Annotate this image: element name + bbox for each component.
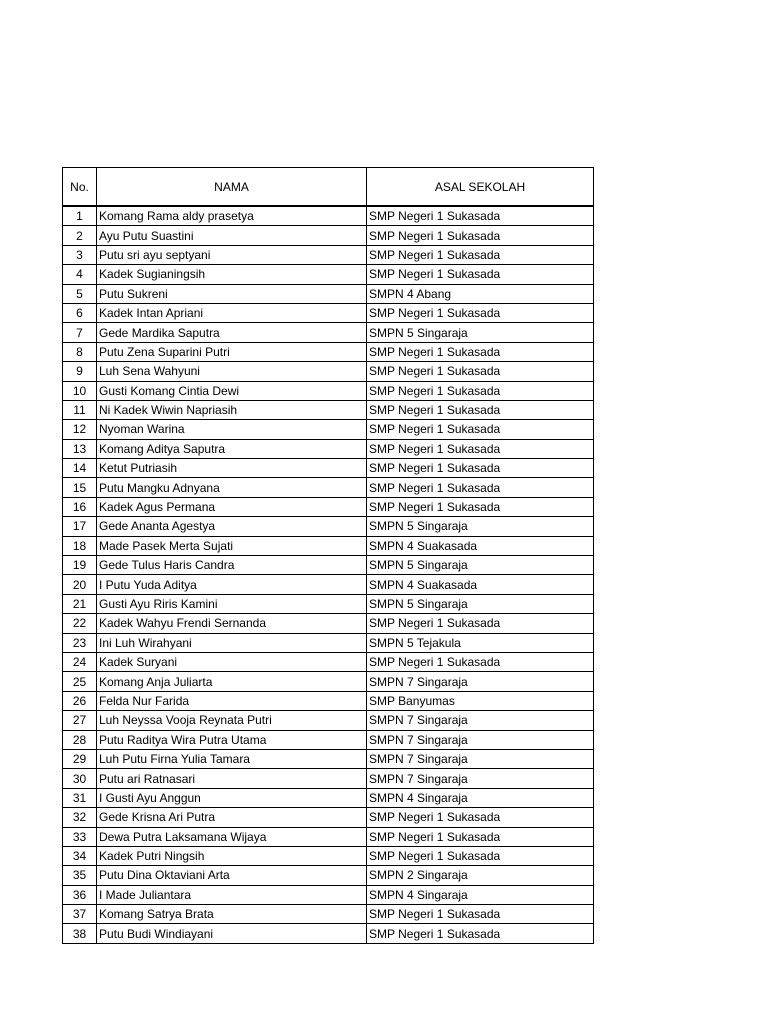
student-name: Dewa Putra Laksamana Wijaya bbox=[97, 827, 367, 846]
row-number: 2 bbox=[63, 226, 97, 245]
school-name: SMPN 2 Singaraja bbox=[367, 866, 594, 885]
student-name: Putu Sukreni bbox=[97, 284, 367, 303]
table-row bbox=[63, 303, 594, 322]
student-name: Gede Tulus Haris Candra bbox=[97, 556, 367, 575]
student-name: I Gusti Ayu Anggun bbox=[97, 788, 367, 807]
table-row bbox=[63, 594, 594, 613]
table-row bbox=[63, 284, 594, 303]
table-row bbox=[63, 517, 594, 536]
student-name: Gede Ananta Agestya bbox=[97, 517, 367, 536]
school-name: SMP Negeri 1 Sukasada bbox=[367, 478, 594, 497]
row-number: 25 bbox=[63, 672, 97, 691]
student-name: Gede Mardika Saputra bbox=[97, 323, 367, 342]
row-number: 9 bbox=[63, 362, 97, 381]
school-name: SMPN 7 Singaraja bbox=[367, 672, 594, 691]
school-name: SMPN 5 Singaraja bbox=[367, 517, 594, 536]
row-number: 20 bbox=[63, 575, 97, 594]
header-no: No. bbox=[63, 168, 97, 207]
school-name: SMP Negeri 1 Sukasada bbox=[367, 226, 594, 245]
student-name: Luh Neyssa Vooja Reynata Putri bbox=[97, 711, 367, 730]
school-name: SMPN 4 Abang bbox=[367, 284, 594, 303]
student-table bbox=[62, 167, 594, 944]
row-number: 17 bbox=[63, 517, 97, 536]
row-number: 34 bbox=[63, 846, 97, 865]
student-name: Kadek Intan Apriani bbox=[97, 303, 367, 322]
table-row bbox=[63, 769, 594, 788]
table-row bbox=[63, 226, 594, 245]
student-name: Luh Putu Firna Yulia Tamara bbox=[97, 749, 367, 768]
table-row bbox=[63, 556, 594, 575]
school-name: SMP Negeri 1 Sukasada bbox=[367, 459, 594, 478]
row-number: 22 bbox=[63, 614, 97, 633]
table-row bbox=[63, 788, 594, 807]
table-row bbox=[63, 633, 594, 652]
table-row bbox=[63, 420, 594, 439]
school-name: SMPN 4 Suakasada bbox=[367, 536, 594, 555]
row-number: 3 bbox=[63, 245, 97, 264]
student-name: Komang Aditya Saputra bbox=[97, 439, 367, 458]
table-row bbox=[63, 866, 594, 885]
school-name: SMPN 7 Singaraja bbox=[367, 711, 594, 730]
student-name: Gusti Ayu Riris Kamini bbox=[97, 594, 367, 613]
school-name: SMP Negeri 1 Sukasada bbox=[367, 420, 594, 439]
header-row bbox=[63, 168, 594, 207]
school-name: SMP Negeri 1 Sukasada bbox=[367, 381, 594, 400]
table-row bbox=[63, 885, 594, 904]
student-name: Gusti Komang Cintia Dewi bbox=[97, 381, 367, 400]
school-name: SMP Negeri 1 Sukasada bbox=[367, 827, 594, 846]
table-row bbox=[63, 478, 594, 497]
row-number: 26 bbox=[63, 691, 97, 710]
school-name: SMP Negeri 1 Sukasada bbox=[367, 245, 594, 264]
student-name: Kadek Suryani bbox=[97, 652, 367, 671]
table-row bbox=[63, 827, 594, 846]
school-name: SMP Negeri 1 Sukasada bbox=[367, 362, 594, 381]
table-row bbox=[63, 439, 594, 458]
row-number: 19 bbox=[63, 556, 97, 575]
student-name: Putu Dina Oktaviani Arta bbox=[97, 866, 367, 885]
row-number: 28 bbox=[63, 730, 97, 749]
school-name: SMP Negeri 1 Sukasada bbox=[367, 846, 594, 865]
school-name: SMPN 5 Singaraja bbox=[367, 556, 594, 575]
school-name: SMP Negeri 1 Sukasada bbox=[367, 905, 594, 924]
school-name: SMP Negeri 1 Sukasada bbox=[367, 265, 594, 284]
student-name: Ni Kadek Wiwin Napriasih bbox=[97, 400, 367, 419]
table-row bbox=[63, 400, 594, 419]
school-name: SMPN 7 Singaraja bbox=[367, 749, 594, 768]
school-name: SMP Negeri 1 Sukasada bbox=[367, 924, 594, 943]
row-number: 18 bbox=[63, 536, 97, 555]
student-name: Ketut Putriasih bbox=[97, 459, 367, 478]
row-number: 37 bbox=[63, 905, 97, 924]
row-number: 6 bbox=[63, 303, 97, 322]
table-row bbox=[63, 808, 594, 827]
school-name: SMPN 5 Singaraja bbox=[367, 323, 594, 342]
table-row bbox=[63, 323, 594, 342]
row-number: 13 bbox=[63, 439, 97, 458]
row-number: 32 bbox=[63, 808, 97, 827]
row-number: 33 bbox=[63, 827, 97, 846]
student-name: I Putu Yuda Aditya bbox=[97, 575, 367, 594]
school-name: SMP Negeri 1 Sukasada bbox=[367, 614, 594, 633]
table-body bbox=[63, 206, 594, 943]
row-number: 10 bbox=[63, 381, 97, 400]
student-name: Kadek Wahyu Frendi Sernanda bbox=[97, 614, 367, 633]
row-number: 30 bbox=[63, 769, 97, 788]
table-row bbox=[63, 381, 594, 400]
row-number: 29 bbox=[63, 749, 97, 768]
student-name: Luh Sena Wahyuni bbox=[97, 362, 367, 381]
header-nama: NAMA bbox=[97, 168, 367, 207]
student-name: Made Pasek Merta Sujati bbox=[97, 536, 367, 555]
student-name: Nyoman Warina bbox=[97, 420, 367, 439]
row-number: 27 bbox=[63, 711, 97, 730]
row-number: 35 bbox=[63, 866, 97, 885]
row-number: 38 bbox=[63, 924, 97, 943]
student-name: Putu ari Ratnasari bbox=[97, 769, 367, 788]
row-number: 12 bbox=[63, 420, 97, 439]
row-number: 7 bbox=[63, 323, 97, 342]
student-name: Putu Raditya Wira Putra Utama bbox=[97, 730, 367, 749]
student-name: Komang Anja Juliarta bbox=[97, 672, 367, 691]
student-name: Kadek Putri Ningsih bbox=[97, 846, 367, 865]
table-row bbox=[63, 905, 594, 924]
table-row bbox=[63, 206, 594, 226]
student-name: I Made Juliantara bbox=[97, 885, 367, 904]
school-name: SMPN 4 Suakasada bbox=[367, 575, 594, 594]
table-row bbox=[63, 672, 594, 691]
school-name: SMPN 5 Tejakula bbox=[367, 633, 594, 652]
student-name: Kadek Agus Permana bbox=[97, 497, 367, 516]
school-name: SMP Negeri 1 Sukasada bbox=[367, 206, 594, 226]
school-name: SMP Negeri 1 Sukasada bbox=[367, 342, 594, 361]
student-list-sheet bbox=[62, 167, 593, 944]
student-name: Felda Nur Farida bbox=[97, 691, 367, 710]
student-name: Gede Krisna Ari Putra bbox=[97, 808, 367, 827]
row-number: 21 bbox=[63, 594, 97, 613]
row-number: 14 bbox=[63, 459, 97, 478]
student-name: Putu Budi Windiayani bbox=[97, 924, 367, 943]
row-number: 24 bbox=[63, 652, 97, 671]
school-name: SMP Negeri 1 Sukasada bbox=[367, 652, 594, 671]
table-row bbox=[63, 846, 594, 865]
school-name: SMPN 4 Singaraja bbox=[367, 788, 594, 807]
student-name: Komang Satrya Brata bbox=[97, 905, 367, 924]
student-name: Ini Luh Wirahyani bbox=[97, 633, 367, 652]
row-number: 1 bbox=[63, 206, 97, 226]
table-row bbox=[63, 265, 594, 284]
row-number: 4 bbox=[63, 265, 97, 284]
header-asal-sekolah: ASAL SEKOLAH bbox=[367, 168, 594, 207]
table-row bbox=[63, 245, 594, 264]
table-header bbox=[63, 168, 594, 207]
student-name: Putu sri ayu septyani bbox=[97, 245, 367, 264]
table-row bbox=[63, 497, 594, 516]
table-row bbox=[63, 536, 594, 555]
school-name: SMP Negeri 1 Sukasada bbox=[367, 497, 594, 516]
school-name: SMPN 4 Singaraja bbox=[367, 885, 594, 904]
row-number: 5 bbox=[63, 284, 97, 303]
row-number: 23 bbox=[63, 633, 97, 652]
student-name: Komang Rama aldy prasetya bbox=[97, 206, 367, 226]
table-row bbox=[63, 730, 594, 749]
school-name: SMPN 5 Singaraja bbox=[367, 594, 594, 613]
school-name: SMP Negeri 1 Sukasada bbox=[367, 303, 594, 322]
table-row bbox=[63, 459, 594, 478]
student-name: Putu Mangku Adnyana bbox=[97, 478, 367, 497]
student-name: Ayu Putu Suastini bbox=[97, 226, 367, 245]
school-name: SMP Negeri 1 Sukasada bbox=[367, 808, 594, 827]
student-name: Putu Zena Suparini Putri bbox=[97, 342, 367, 361]
table-row bbox=[63, 362, 594, 381]
row-number: 11 bbox=[63, 400, 97, 419]
row-number: 8 bbox=[63, 342, 97, 361]
table-row bbox=[63, 749, 594, 768]
school-name: SMPN 7 Singaraja bbox=[367, 730, 594, 749]
table-row bbox=[63, 614, 594, 633]
student-name: Kadek Sugianingsih bbox=[97, 265, 367, 284]
table-row bbox=[63, 924, 594, 943]
school-name: SMPN 7 Singaraja bbox=[367, 769, 594, 788]
row-number: 16 bbox=[63, 497, 97, 516]
school-name: SMP Negeri 1 Sukasada bbox=[367, 400, 594, 419]
table-row bbox=[63, 652, 594, 671]
table-row bbox=[63, 711, 594, 730]
table-row bbox=[63, 691, 594, 710]
school-name: SMP Negeri 1 Sukasada bbox=[367, 439, 594, 458]
row-number: 15 bbox=[63, 478, 97, 497]
table-row bbox=[63, 575, 594, 594]
row-number: 31 bbox=[63, 788, 97, 807]
table-row bbox=[63, 342, 594, 361]
row-number: 36 bbox=[63, 885, 97, 904]
school-name: SMP Banyumas bbox=[367, 691, 594, 710]
